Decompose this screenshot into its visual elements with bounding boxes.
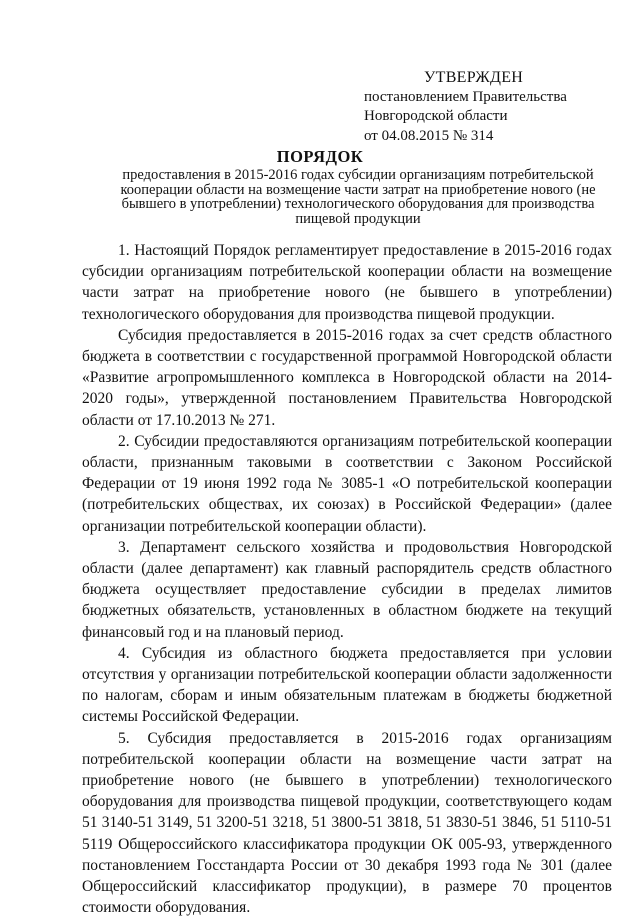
- approval-line-2: Новгородской области: [364, 108, 508, 124]
- approval-stamp: [364, 68, 604, 146]
- document-subtitle: предоставления в 2015-2016 годах субсидии организациям потребительской кооперации области на возмещение части затрат на приобретение нового (не бывшего в употреблении) технологического оборудования для производства пищевой продукции: [120, 167, 596, 227]
- document-title: ПОРЯДОК: [276, 147, 364, 166]
- approval-title: УТВЕРЖДЕН: [424, 69, 524, 86]
- paragraph-1-subsidy: Субсидия предоставляется в 2015-2016 годах за счет средств областного бюджета в соответствии с государственной программой Новгородской области «Развитие агропромышленного комплекса в Новгородской области на 2014-2020 годы», утвержденной постановлением Правительства Новгородской области от 17.10.2013 № 271.: [82, 326, 612, 429]
- approval-line-3: от 04.08.2015 № 314: [364, 127, 494, 144]
- document-body: [82, 240, 612, 919]
- paragraph-4: 4. Субсидия из областного бюджета предоставляется при условии отсутствия у организации потребительской кооперации области задолженности по налогам, сборам и иным обязательным платежам в бюджеты бюджетной системы Российской Федерации.: [82, 644, 612, 726]
- paragraph-5: 5. Субсидия предоставляется в 2015-2016 годах организациям потребительской кооперации области на возмещение части затрат на приобретение нового (не бывшего в употреблении) технологического оборудования для производства пищевой продукции, соответствующего кодам 51 3140-51 3149, 51 3200-51 3218, 51 3800-51 3818, 51 3830-51 3846, 51 5110-51 5119 Общероссийского классификатора продукции ОК 005-93, утвержденного постановлением Госстандарта России от 30 декабря 1993 года № 301 (далее Общероссийский классификатор продукции), в размере 70 процентов стоимости оборудования.: [82, 729, 612, 917]
- approval-line-1: постановлением Правительства: [364, 88, 567, 105]
- paragraph-3: 3. Департамент сельского хозяйства и продовольствия Новгородской области (далее департамент) как главный распорядитель средств областного бюджета осуществляет предоставление субсидии в пределах лимитов бюджетных обязательств, установленных в областном бюджете на текущий финансовый год и на плановый период.: [82, 538, 612, 641]
- paragraph-1: 1. Настоящий Порядок регламентирует предоставление в 2015-2016 годах субсидии организациям потребительской кооперации области на возмещение части затрат на приобретение нового (не бывшего в употреблении) технологического оборудования для производства пищевой продукции.: [82, 242, 612, 323]
- paragraph-2: 2. Субсидии предоставляются организациям потребительской кооперации области, признанным таковыми в соответствии с Законом Российской Федерации от 19 июня 1992 года № 3085-1 «О потребительской кооперации (потребительских обществах, их союзах) в Российской Федерации» (далее организации потребительской кооперации области).: [82, 432, 612, 535]
